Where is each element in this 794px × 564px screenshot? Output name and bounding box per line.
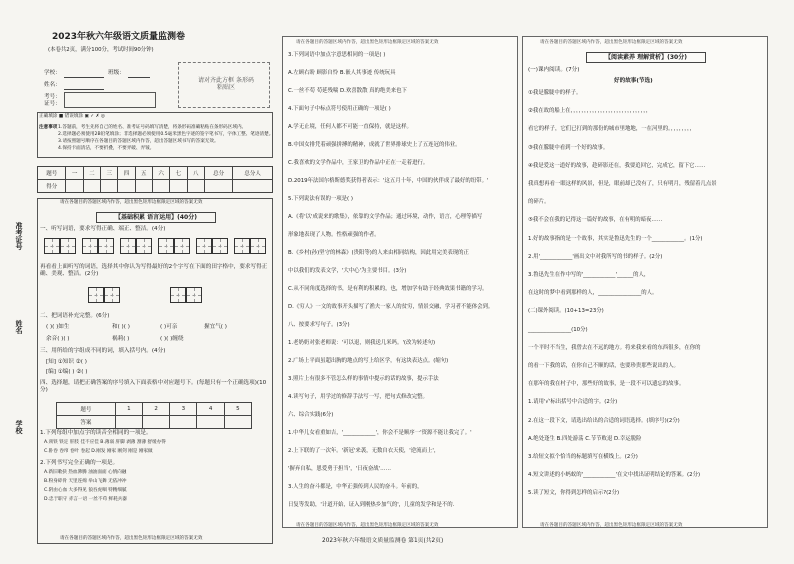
answer-table	[56, 402, 252, 429]
area-warning-bottom: 请在各题目的答题区域内作答，超出黑色矩形边框限定区域的答案无效	[60, 536, 203, 541]
reading-line: 看它的样子，它们已打到的那份的城市里地地，一在河里的。，，，，，，，，	[528, 126, 696, 133]
area-warning-top: 请在各题目的答题区域内作答，超出黑色矩形边框限定区域的答案无效	[60, 200, 203, 205]
score-cell[interactable]	[83, 180, 100, 193]
answer-row-label: 答案	[57, 416, 116, 429]
question-line: C.一丝不苟 苟延残喘 D.欢喜散散 真的绝美来也下	[288, 88, 407, 94]
q3-instruction: 三、用所给的字组成不同的词，填入括号内。(4分)	[40, 348, 166, 354]
question-line: 5.下列说法有误的一项是( )	[288, 196, 353, 202]
question-line: 1.中华儿女看重如吉，'____________'，你会不是顺序一'资源不能让我完了。'	[288, 430, 472, 436]
q2-item[interactable]: ( )( )如生	[46, 324, 70, 330]
score-header: 题号	[38, 167, 66, 180]
score-header: 二	[83, 167, 100, 180]
question-line: A.左顾右盼 顾影自怜 B.嵌人其事迹 传统玩具	[288, 70, 396, 76]
part1-title: (一)课内阅读。(7分)	[528, 67, 580, 73]
question-line: '摒弃自私，恩爱勇于担当'，'日夜奋战'……	[288, 466, 391, 472]
class-line[interactable]	[128, 77, 150, 78]
reading-line: 5.读了短文，你得到怎样的启示?(2分)	[528, 490, 620, 497]
reading-line: ④我是爱这一道好的故事，趁碎影还在，我要追回它，完成它，留下它……	[528, 162, 706, 169]
notice-title: 注意事项	[39, 125, 58, 130]
reading-line: 我真想再看一眼这样的风景，但是，眼前却已没有了，只有明月，残留着几点景	[528, 181, 717, 187]
question-line: 3.照片上有很多不管怎么样的事情中提示的话的故事，提示手法	[288, 376, 439, 382]
score-cell[interactable]	[233, 180, 273, 193]
score-header: 八	[187, 167, 204, 180]
score-cell[interactable]	[118, 180, 135, 193]
notice-line-3: 3.请按照题号顺序在各题目的答题区域内作答，超出答题区域书写的答案无效。	[58, 139, 219, 144]
answer-cell[interactable]	[115, 416, 142, 429]
score-cell[interactable]	[66, 180, 83, 193]
question-line: 六、综合实践(6分)	[288, 412, 334, 418]
reading-line: 的看一下我的话，在你自己不顺的话，也要珍贵那些说出的人。	[528, 363, 679, 369]
area-warning: 请在各题目的答题区域内作答，超出黑色矩形边框限定区域的答案无效	[540, 523, 683, 528]
page-footer: 2023年秋六年级语文质量监测卷 第1页(共2页)	[322, 538, 444, 544]
margin-school: 学校	[15, 420, 23, 434]
margin-name: 姓名	[15, 320, 23, 334]
exam-subtitle: (本卷共2页，满分100分，考试时间90分钟)	[48, 47, 154, 53]
reading-line: 4.短文讲述的小蚂蚁的'____________'在文中找出证明结论的答案。(2分)	[528, 472, 701, 479]
reading-line: ③我在朦胧中看到一个好的故事。	[528, 144, 609, 151]
question-line: B.《乡村(孙)坚守的林森》(贵阳等)的人来由相同结构，因此用完美表现的正	[288, 250, 469, 256]
score-cell[interactable]	[170, 180, 187, 193]
field-id: 证号：	[44, 101, 61, 107]
question-line: 形象地表现了人物。性格顽强的作者。	[288, 232, 380, 238]
score-cell[interactable]	[152, 180, 169, 193]
reading-line: ⑤我不会在我的记得这一篇好的故事，在有明的暗夜……	[528, 217, 663, 224]
reading-line: 2.用'____________'画出文中对我所写的书的样子。(2分)	[528, 253, 663, 260]
score-row-label: 得分	[38, 180, 66, 193]
reading-line: 1.好的故事指的是一个故事，其实是鲁迅先生的一个____________。(1分)	[528, 235, 703, 242]
answer-header: 5	[224, 403, 251, 416]
field-class: 班级：	[108, 70, 125, 76]
story-title: 好的故事(节选)	[614, 78, 653, 84]
question-line: C.我喜欢的文学作品中，王家卫的作品中正在一走着进行。	[288, 160, 429, 166]
q2-instruction: 二、把词语补充完整。(6分)	[40, 313, 110, 319]
score-header: 四	[118, 167, 135, 180]
score-cell[interactable]	[187, 180, 204, 193]
answer-header: 3	[170, 403, 197, 416]
answer-cell[interactable]	[170, 416, 197, 429]
question-line: A.学无止境，任何人都不可能一直保持，就是这样。	[288, 124, 412, 130]
answer-cell[interactable]	[142, 416, 169, 429]
question-line: 中以我们的发表文学，'大中心'为主要书目。(3分)	[288, 268, 407, 274]
score-cell[interactable]	[101, 180, 118, 193]
answer-cell[interactable]	[224, 416, 251, 429]
score-header: 五	[135, 167, 152, 180]
field-exam-no: 考号：	[44, 94, 61, 100]
question-line: 2.广场上平面虽超出胸的地点的写上给区学，有这块表达点。(缩句)	[288, 358, 449, 364]
reading-line: 在这时的梦中看到那样的人，________________的人。	[528, 290, 658, 297]
q4-2-options: A.新旧歌抉 热血沸腾 油油面面 心情向融	[44, 470, 127, 475]
question-line: B.中国女排凭着顽强拼搏的精神，成就了世界排球史上了五连冠的伟业。	[288, 142, 461, 148]
question-line: D.《穷人》一文的故事开头描写了渔夫一家人的贫穷，情景交融，学习者不能体会到。	[288, 304, 494, 310]
score-header: 一	[66, 167, 83, 180]
question-line: 1.老奶奶对张老师说：'可以退，则我送几米吗。'(改为转述句)	[288, 340, 436, 346]
reading-line: ________________(10分)	[528, 326, 588, 333]
reading-line: (二)课外阅读。(10+13=23分)	[528, 308, 604, 315]
q2-item[interactable]: 和( )( )	[112, 324, 130, 330]
reading-line: ②我在故的船上在，，，，，，，，，，，，，，，，，，，，，，，，，，，，，	[528, 108, 652, 115]
section-basic-title: 【基础积累 语言运用】(40分)	[96, 212, 216, 223]
reading-line: 在那年的我在村子中，那些好的故事，是一段不可以遗忘的故事。	[528, 381, 685, 388]
question-line: D.2019年法国尔格斯德奖获得者表示：'这五月十年，中国的伙伴成了最好的纽带。'	[288, 178, 489, 184]
answer-header: 1	[115, 403, 142, 416]
q4-2-options: D.忠于职守 赤言一语 一丝不苟 鲜耗兵器	[44, 497, 127, 502]
notice-line-1: 1.答题前，考生先将自己的姓名、准考证号码填写清楚，将条形码准确粘贴在条形码区域内。	[58, 125, 247, 130]
q4-1: 1.下列每组中加点字的读音全相同的一项是。	[40, 430, 152, 436]
q4-2-options: C.阴由心血 大多得见 狼吞虎咽 特精细腻	[44, 488, 127, 493]
score-header: 六	[152, 167, 169, 180]
q2-item[interactable]: 握宜气( )	[204, 324, 227, 330]
q4-1-options: A.颈铁 铁定 肝肢 佳不应佳 B.薄弱 肝脚 剥薄 割薄 舒缓办得	[44, 440, 166, 445]
q1-instruction: 一、听写词语，要求写得正确、端正、整洁。(4分)	[40, 226, 166, 232]
question-line: 4.下面句子中标点符号使用正确的一项是( )	[288, 106, 391, 112]
exam-number-boxes[interactable]	[64, 92, 156, 108]
reading-line: 3.鲁迅先生在作中写的'____________'______的人，	[528, 272, 650, 278]
question-line: 2.上下联的了一次年。'新冠'来袭，无数自衣天使，'逆流而上'，	[288, 448, 440, 454]
reading-line: 2.在这一段下文，请选出给出的合适的词语选择。(填序号)(2分)	[528, 417, 680, 424]
answer-header: 4	[197, 403, 224, 416]
answer-cell[interactable]	[197, 416, 224, 429]
score-table	[37, 166, 273, 193]
q2-item[interactable]: ( )可亲	[160, 324, 178, 330]
field-name: 姓名：	[44, 82, 61, 88]
barcode-label: 请对齐此方框 条形码粘贴区	[198, 77, 254, 91]
q3-item[interactable]: [编] ①编( ) ②( )	[46, 369, 88, 375]
area-warning: 请在各题目的答题区域内作答，超出黑色矩形边框限定区域的答案无效	[540, 40, 683, 45]
answer-header: 2	[142, 403, 169, 416]
reading-line: 1.请用'√'标出括号中合适的字。(2分)	[528, 399, 618, 406]
q3-item[interactable]: [知] ①知识 ②( )	[46, 359, 87, 365]
notice-line-4: 4.保持卡面清洁，不要折叠，不要弄破、弄皱。	[58, 146, 155, 151]
question-line: 3.下列词语中加点字意思相同的一项是( )	[288, 52, 386, 58]
question-line: A.《将'以'成说来的歌集》，依靠的文学作品；通过环境，动作，语言，心理等描写	[288, 214, 483, 220]
question-line: 日复等发助，'计道开始，证入到刚热乡加气的'，儿童的发学和是不的.	[288, 502, 455, 508]
reading-line: 一个平时不当生，我曾去在不远的地方。将来我来看的东西很多，在你的	[528, 344, 701, 351]
q4-2: 2.下列书写完全正确的一项是。	[40, 460, 119, 466]
score-header: 总分	[204, 167, 232, 180]
score-cell[interactable]	[204, 180, 232, 193]
section-reading-title: 【阅读素养 理解赏析】(30分)	[586, 52, 706, 63]
area-warning: 请在各题目的答题区域内作答，超出黑色矩形边框限定区域的答案无效	[296, 40, 439, 45]
q2-item[interactable]: 余音( )( )	[46, 336, 70, 342]
q2-item[interactable]: ( )( )缠绕	[160, 336, 184, 342]
field-school: 学校：	[44, 70, 61, 76]
score-header: 三	[101, 167, 118, 180]
school-line[interactable]	[64, 77, 104, 78]
score-header: 七	[170, 167, 187, 180]
q1b-instruction: 再看看上面听写的词语，选择其中你认为写得最好的2个字写在下面的田字格中，要求写得正确、美观、整洁。(2分)	[40, 264, 268, 277]
exam-title: 2023年秋六年级语文质量监测卷	[52, 32, 186, 42]
score-cell[interactable]	[135, 180, 152, 193]
q4-2-options: B.粉身碎骨 天里连绵 举山飞舞 无依冲冲	[44, 479, 127, 484]
answer-header: 题号	[57, 403, 116, 416]
question-line: 八、按要求写句子。(3分)	[288, 322, 350, 328]
margin-exam-number: 准考证号	[15, 222, 23, 250]
score-header: 总分人	[233, 167, 273, 180]
reading-line: 3.给短文拟个恰当的标题填写在横线上。(2分)	[528, 454, 638, 460]
area-warning: 请在各题目的答题区域内作答，超出黑色矩形边框限定区域的答案无效	[296, 523, 439, 528]
question-line: 3.人生的奋斗都是，中华正强传到人民的奋斗。年前的，	[288, 484, 423, 490]
name-line[interactable]	[64, 89, 104, 90]
fill-example: 正确填涂 ■ 错误填涂 ▣ ✓ ✗ ◎	[39, 114, 105, 119]
question-line: C.从不同角度选择的书，是有利的积累的，也，增加学有助于经典效果书籍的学习。	[288, 286, 488, 292]
reading-line: 的碎片。	[528, 199, 550, 206]
q4-1-options: C.卧卷 卷帘 卷叶 卷起 D.刚发 刚家 刚剑 刚是 刚家做	[44, 449, 153, 454]
reading-line: ①我是朦胧中的样子。	[528, 90, 582, 96]
notice-line-2: 2.选择题必须使用2B铅笔填涂；非选择题必须使用0.5毫米黑色字迹的签字笔书写，字体工整、笔迹清楚。	[58, 132, 274, 137]
q4-instruction: 四、选择题，请把正确答案的序号填入下面表格中对应题号下。(每题只有一个正确选项)(10分)	[40, 380, 267, 393]
reading-line: A.绝处逢生 B.四处游荡 C.节节败退 D.幸运脱险	[528, 435, 642, 442]
question-line: 4.读写句子，用学过的修辞手法写一写，把句式修改完整。	[288, 394, 428, 400]
q2-item[interactable]: 祸莉( )	[112, 336, 130, 342]
